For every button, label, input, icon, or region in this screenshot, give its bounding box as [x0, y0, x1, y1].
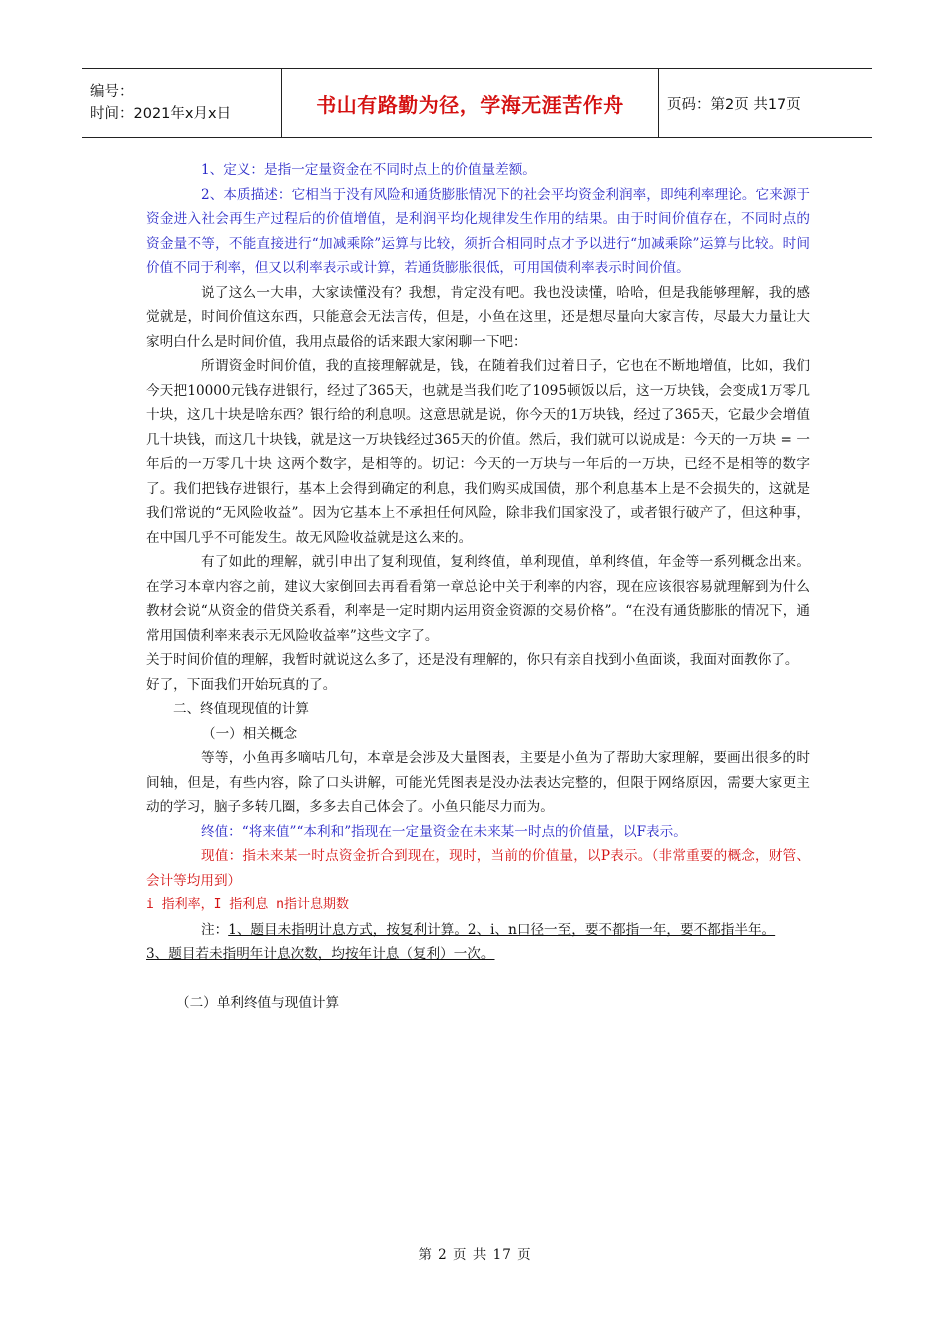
example-paragraph: 所谓资金时间价值，我的直接理解就是，钱，在随着我们过着日子，它也在不断地增值，比如，我们今天把10000元钱存进银行，经过了365天，也就是当我们吃了1095顿饭以后，这一万块钱，会变成1万零几十块，这几十块是啥东西？银行给的利息呗。这意思就是说，你今天的1万块钱，经过了365天，它最少会增值几十块钱，而这几十块钱，就是这一万块钱经过365天的价值。然后，我们就可以说成是：今天的一万块 = 一年后的一万零几十块 这两个数字，是相等的。切记：今天的一万块与一年后的一万块，已经不是相等的数字了。我们把钱存进银行，基本上会得到确定的利息，我们购买成国债，那个利息基本上是不会损失的，这就是我们常说的“无风险收益”。因为它基本上不承担任何风险，除非我们国家没了，或者银行破产了，但这种事，在中国几乎不可能发生。故无风险收益就是这么来的。 [146, 358, 810, 546]
subsection-heading-1: （一）相关概念 [202, 725, 298, 742]
document-body [146, 158, 810, 1015]
note-line-2: 3、题目若未指明年计息次数，均按年计息（复利）一次。 [146, 946, 495, 962]
future-value-definition: 终值：“将来值”“本利和”指现在一定量资金在未来某一时点的价值量，以F表示。 [201, 823, 687, 840]
page-footer: 第 2 页 共 17 页 [418, 1247, 532, 1263]
present-value-definition: 现值：指未来某一时点资金折合到现在，现时，当前的价值量，以P表示。（非常重要的概念，财管、会计等均用到） [146, 848, 810, 889]
spacer [146, 967, 810, 991]
subsection-heading-2: （二）单利终值与现值计算 [176, 994, 340, 1011]
understanding-paragraph: 关于时间价值的理解，我暂时就说这么多了，还是没有理解的，你只有亲自找到小鱼面谈，我面对面教你了。 [146, 652, 799, 668]
document-header [82, 68, 872, 138]
header-meta-cell [82, 69, 282, 137]
number-label: 编号： [90, 84, 134, 100]
start-paragraph: 好了，下面我们开始玩真的了。 [146, 676, 337, 693]
essence-paragraph: 2、本质描述：它相当于没有风险和通货膨胀情况下的社会平均资金利润率，即纯利率理论。它来源于资金进入社会再生产过程后的价值增值，是利润平均化规律发生作用的结果。由于时间价值存在，不同时点的资金量不等，不能直接进行“加减乘除”运算与比较，须折合相同时点才予以进行“加减乘除”运算与比较。时间价值不同于利率，但又以利率表示或计算，若通货膨胀很低，可用国债利率表示时间价值。 [146, 186, 810, 276]
note-prefix: 注： [201, 921, 229, 938]
time-label: 时间：2021年x月x日 [90, 106, 232, 122]
definition-paragraph: 1、定义：是指一定量资金在不同时点上的价值量差额。 [201, 162, 536, 178]
explanation-paragraph: 说了这么一大串，大家读懂没有？我想，肯定没有吧。我也没读懂，哈哈，但是我能够理解，我的感觉就是，时间价值这东西，只能意会无法言传，但是，小鱼在这里，还是想尽量向大家言传，尽最大力量让大家明白什么是时间价值，我用点最俗的话来跟大家闲聊一下吧： [146, 284, 810, 350]
section-heading-2: 二、终值现现值的计算 [173, 701, 309, 717]
note-paragraph [146, 918, 810, 943]
header-page-info: 页码：第2页 共17页 [667, 96, 801, 113]
remark-paragraph: 等等，小鱼再多嘀咕几句，本章是会涉及大量图表，主要是小鱼为了帮助大家理解，要画出很多的时间轴，但是，有些内容，除了口头讲解，可能光凭图表是没办法表达完整的，但限于网络原因，需要大家更主动的学习，脑子多转几圈，多多去自己体会了。小鱼只能尽力而为。 [146, 750, 810, 815]
concepts-paragraph: 有了如此的理解，就引申出了复利现值，复利终值，单利现值，单利终值，年金等一系列概念出来。在学习本章内容之前，建议大家倒回去再看看第一章总论中关于利率的内容，现在应该很容易就理解到为什么教材会说“从资金的借贷关系看，利率是一定时期内运用资金资源的交易价格”。“在没有通货膨胀的情况下，通常用国债利率来表示无风险收益率”这些文字了。 [146, 554, 810, 644]
note-body: 1、题目未指明计息方式，按复利计算。2、i、n口径一至，要不都指一年，要不都指半年。 [228, 921, 776, 938]
header-motto: 书山有路勤为径，学海无涯苦作舟 [282, 69, 659, 137]
symbol-legend: i 指利率，I 指利息 n指计息期数 [146, 897, 349, 912]
